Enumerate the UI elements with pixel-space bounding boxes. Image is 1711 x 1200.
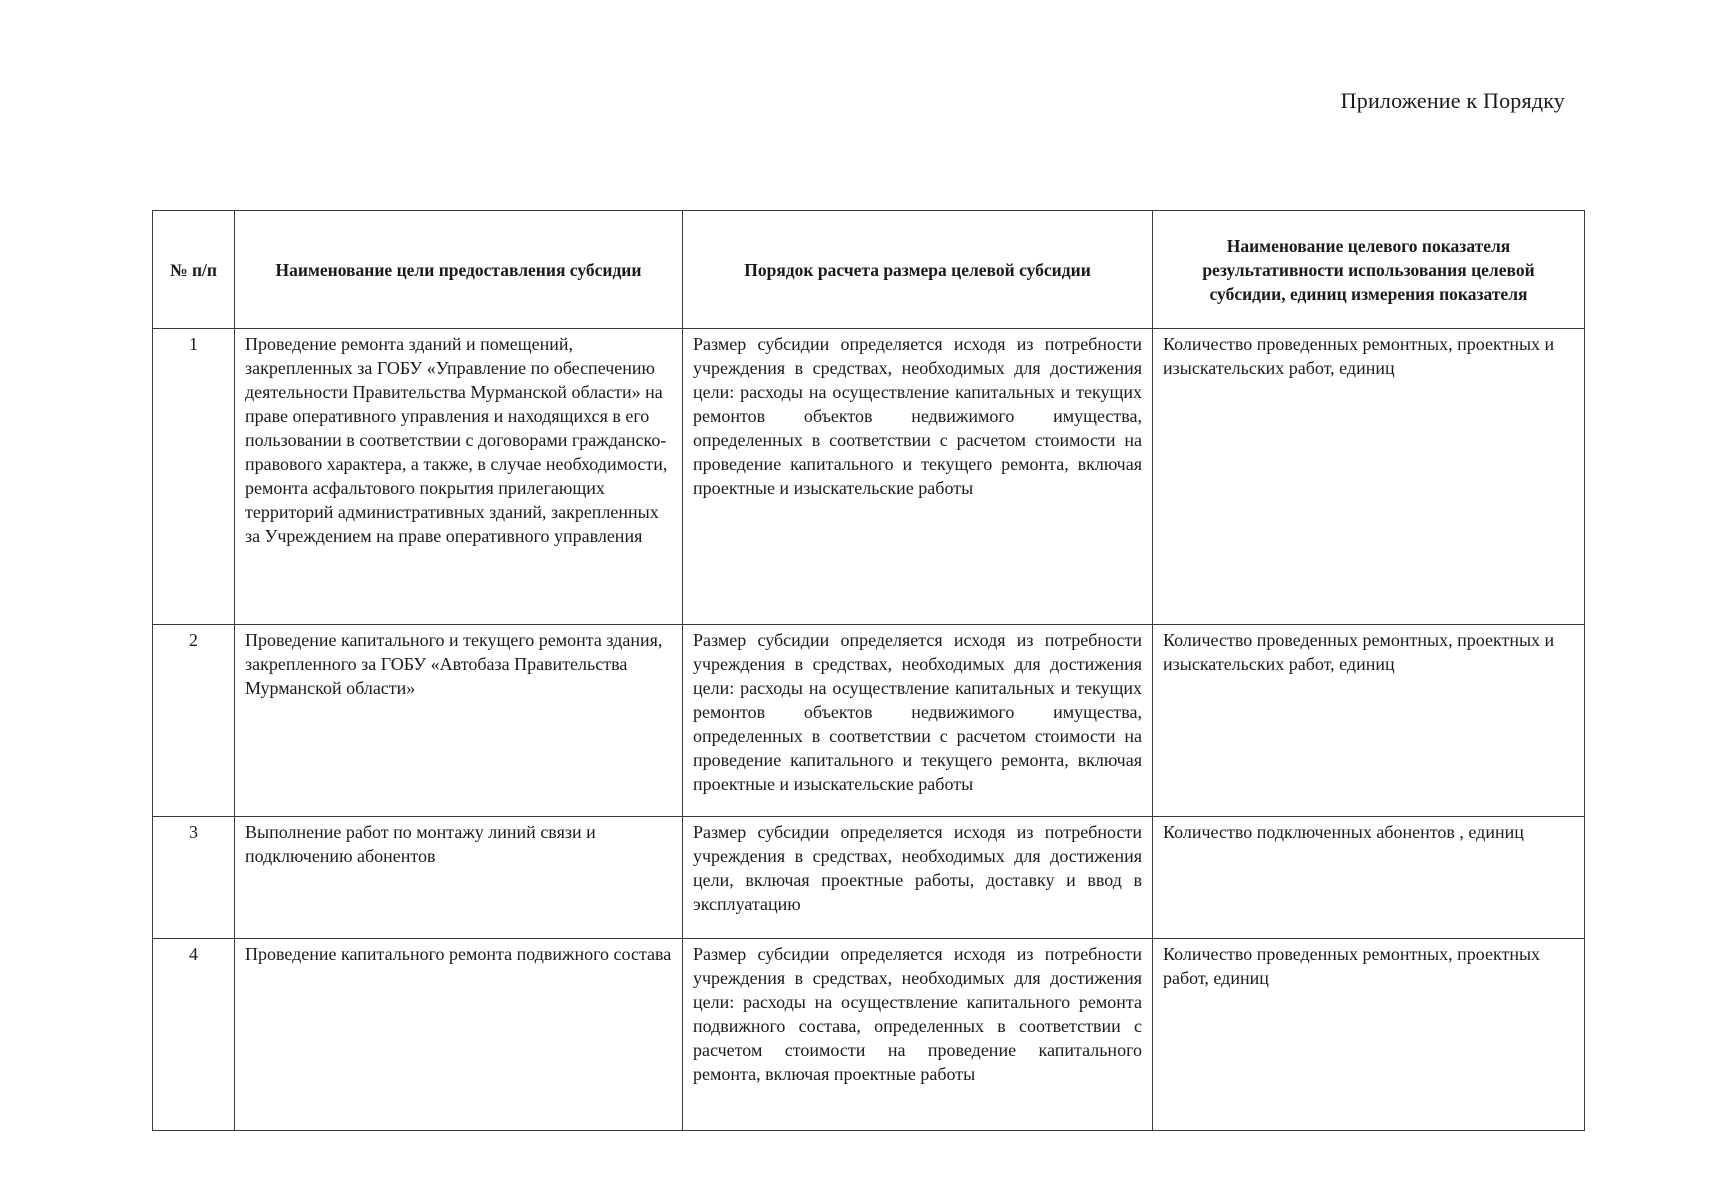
row-number: 1 xyxy=(153,329,235,625)
calculation-cell: Размер субсидии определяется исходя из потребности учреждения в средствах, необходимых для достижения цели, включая проектные работы, доставку и ввод в эксплуатацию xyxy=(683,817,1153,939)
appendix-title: Приложение к Порядку xyxy=(1340,88,1565,113)
goal-cell: Выполнение работ по монтажу линий связи и подключению абонентов xyxy=(235,817,683,939)
table-row xyxy=(153,625,1585,817)
column-header-calculation: Порядок расчета размера целевой субсидии xyxy=(683,211,1153,329)
column-header-indicator: Наименование целевого показателя результативности использования целевой субсидии, единиц измерения показателя xyxy=(1153,211,1585,329)
table-row xyxy=(153,817,1585,939)
row-number: 2 xyxy=(153,625,235,817)
header-row xyxy=(153,211,1585,329)
indicator-cell: Количество проведенных ремонтных, проектных и изыскательских работ, единиц xyxy=(1153,625,1585,817)
goal-cell: Проведение ремонта зданий и помещений, закрепленных за ГОБУ «Управление по обеспечению деятельности Правительства Мурманской области» на праве оперативного управления и находящихся в его пользовании в соответствии с договорами гражданско-правового характера, а также, в случае необходимости, ремонта асфальтового покрытия прилегающих территорий административных зданий, закрепленных за Учреждением на праве оперативного управления xyxy=(235,329,683,625)
indicator-cell: Количество проведенных ремонтных, проектных и изыскательских работ, единиц xyxy=(1153,329,1585,625)
subsidy-table xyxy=(152,210,1585,1131)
table-header xyxy=(153,211,1585,329)
calculation-cell: Размер субсидии определяется исходя из потребности учреждения в средствах, необходимых для достижения цели: расходы на осуществление капитального ремонта подвижного состава, определенных в соответствии с расчетом стоимости на проведение капитального ремонта, включая проектные работы xyxy=(683,939,1153,1131)
row-number: 4 xyxy=(153,939,235,1131)
indicator-cell: Количество подключенных абонентов , единиц xyxy=(1153,817,1585,939)
row-number: 3 xyxy=(153,817,235,939)
column-header-number: № п/п xyxy=(153,211,235,329)
calculation-cell: Размер субсидии определяется исходя из потребности учреждения в средствах, необходимых для достижения цели: расходы на осуществление капитальных и текущих ремонтов объектов недвижимого имущества, определенных в соответствии с расчетом стоимости на проведение капитального и текущего ремонта, включая проектные и изыскательские работы xyxy=(683,625,1153,817)
table-row xyxy=(153,329,1585,625)
column-header-goal: Наименование цели предоставления субсидии xyxy=(235,211,683,329)
table-body xyxy=(153,329,1585,1131)
indicator-cell: Количество проведенных ремонтных, проектных работ, единиц xyxy=(1153,939,1585,1131)
calculation-cell: Размер субсидии определяется исходя из потребности учреждения в средствах, необходимых для достижения цели: расходы на осуществление капитальных и текущих ремонтов объектов недвижимого имущества, определенных в соответствии с расчетом стоимости на проведение капитального и текущего ремонта, включая проектные и изыскательские работы xyxy=(683,329,1153,625)
goal-cell: Проведение капитального ремонта подвижного состава xyxy=(235,939,683,1131)
table-row xyxy=(153,939,1585,1131)
goal-cell: Проведение капитального и текущего ремонта здания, закрепленного за ГОБУ «Автобаза Правительства Мурманской области» xyxy=(235,625,683,817)
